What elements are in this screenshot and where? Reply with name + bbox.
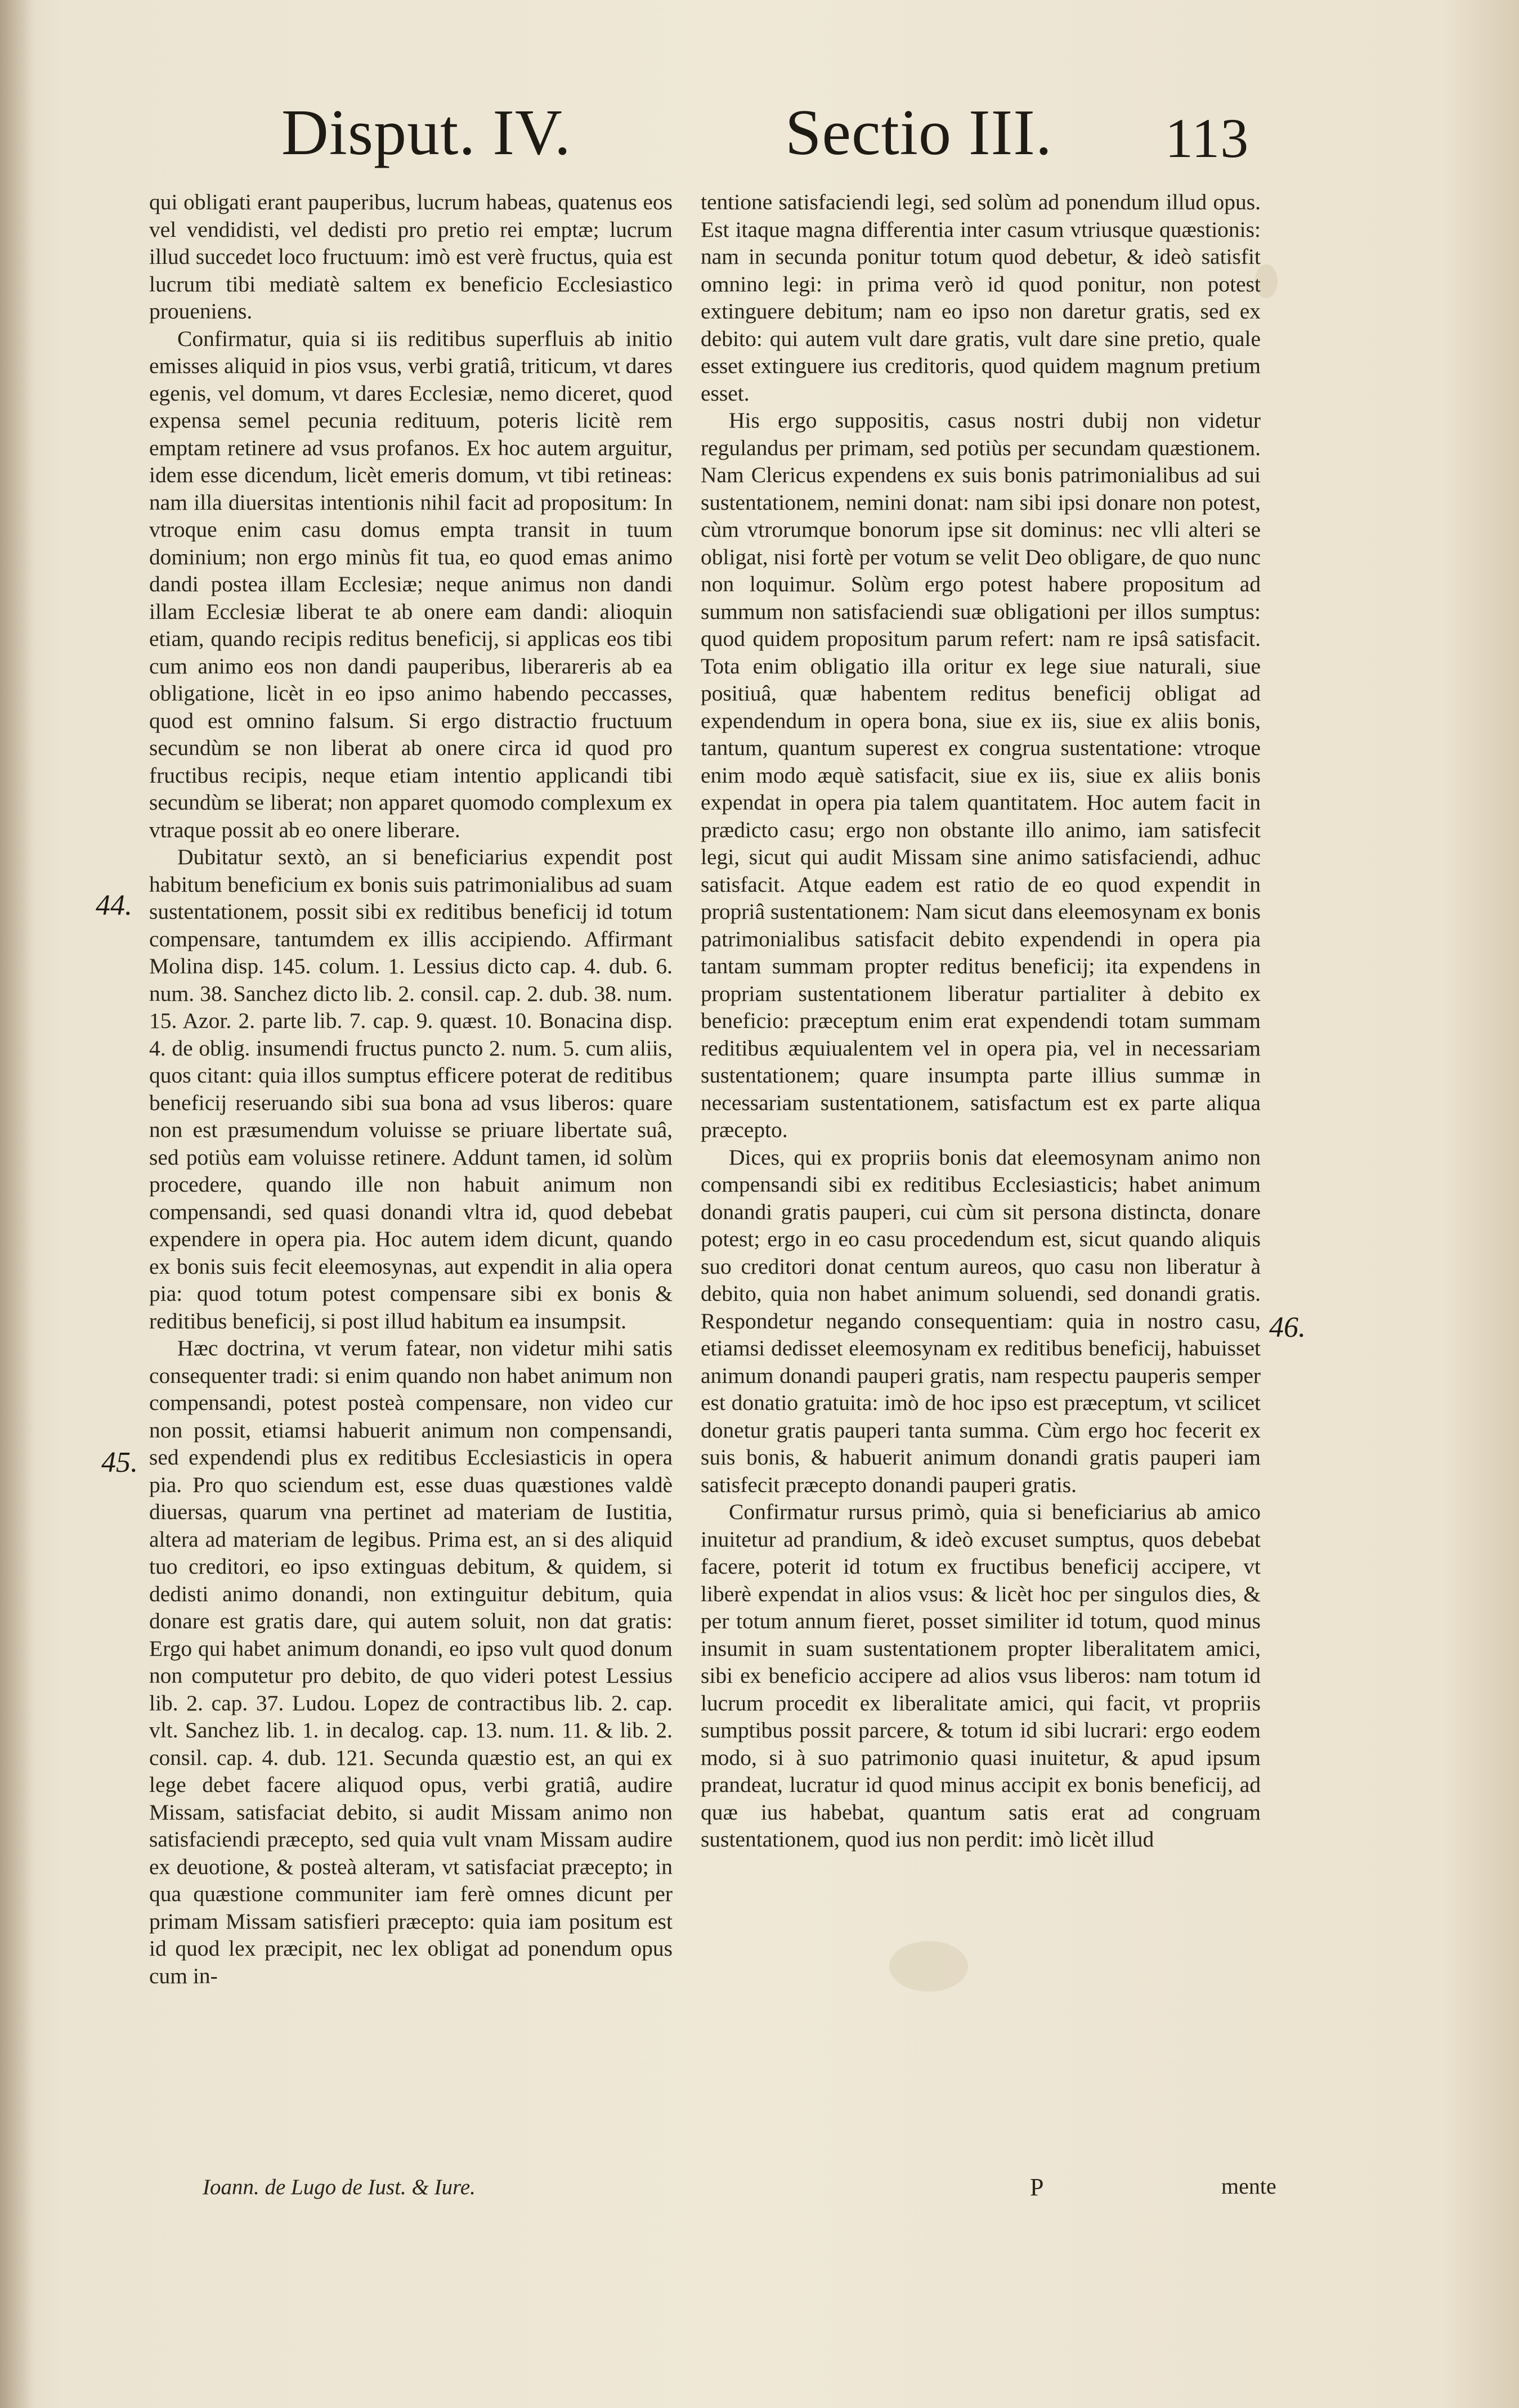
paragraph: Dices, qui ex propriis bonis dat eleemosynam animo non compensandi sibi ex reditibus Ecclesiasticis; habet animum donandi gratis pauperi, cui cùm sit persona distincta, donare potest; ergo in eo casu procedendum est, sicut quando aliquis suo creditori donat centum aureos, quo casu non liberatur à debito, quia non habet animum soluendi, sed donandi gratis. Respondetur negando consequentiam: quia in nostro casu, etiamsi dedisset eleemosynam ex reditibus beneficij, habuisset animum donandi pauperi gratis, nam respectu pauperis semper est donatio gratuita: imò de hoc ipso est præceptum, vt scilicet donetur gratis pauperi tanta summa. Cùm ergo hoc fecerit ex suis bonis, & habuerit animum donandi gratis pauperi iam satisfecit præcepto donandi pauperi gratis. xyxy=(701,1144,1261,1497)
paragraph: qui obligati erant pauperibus, lucrum habeas, quatenus eos vel vendidisti, vel dedisti pro pretio rei emptæ; lucrum illud succedet loco fructuum: imò est verè fructus, quia est lucrum tibi mediatè saltem ex beneficio Ecclesiastico proueniens. xyxy=(149,190,673,324)
left-column xyxy=(149,188,673,1989)
catchword: mente xyxy=(1221,2173,1276,2199)
running-header xyxy=(0,96,1519,191)
author-line: Ioann. de Lugo de Iust. & Iure. xyxy=(203,2175,476,2199)
margin-number-45: 45. xyxy=(101,1446,138,1479)
margin-number-44: 44. xyxy=(96,889,132,922)
header-section: Sectio III. xyxy=(785,97,1052,169)
header-disputation: Disput. IV. xyxy=(281,97,571,169)
paragraph: Confirmatur, quia si iis reditibus superfluis ab initio emisses aliquid in pios vsus, verbi gratiâ, triticum, vt dares egenis, vel domum, vt dares Ecclesiæ, nemo diceret, quod expensa semel pecunia redituum, poteris licitè rem emptam retinere ad vsus profanos. Ex hoc autem arguitur, idem esse dicendum, licèt emeris domum, vt tibi retineas: nam illa diuersitas intentionis nihil facit ad propositum: In vtroque enim casu domus empta transit in tuum dominium; non ergo minùs fit tua, eo quod emas animo dandi postea illam Ecclesiæ; neque animus non dandi illam Ecclesiæ liberat te ab onere eam dandi: alioquin etiam, quando recipis reditus beneficij, si applicas eos tibi cum animo eos non dandi pauperibus, liberareris ab ea obligatione, licèt in eo ipso animo habendo peccasses, quod est omnino falsum. Si ergo distractio fructuum secundùm se non liberat ab onere circa id quod pro fructibus recipis, neque etiam intentio applicandi tibi secundùm se liberat; non apparet quomodo complexum ex vtraque possit ab eo onere liberare. xyxy=(149,326,673,842)
paragraph: Confirmatur rursus primò, quia si beneficiarius ab amico inuitetur ad prandium, & ideò excuset sumptus, quos debebat facere, poterit id totum ex fructibus beneficij accipere, vt liberè expendat in alios vsus: & licèt hoc per singulos dies, & per totum annum fieret, posset similiter id totum, quod minus insumit in suam sustentationem propter liberalitatem amici, sibi ex beneficio accipere ad alios vsus liberos: nam totum id lucrum procedit ex liberalitate amici, qui facit, vt propriis sumptibus possit parcere, & totum id sibi lucrari: ergo eodem modo, si à suo patrimonio quasi inuitetur, & apud ipsum prandeat, lucratur id quod minus accipit ex bonis beneficij, ad quæ ius habebat, quantum satis erat ad congruam sustentationem, quod ius non perdit: imò licèt illud xyxy=(701,1499,1261,1852)
paragraph: Hæc doctrina, vt verum fatear, non videtur mihi satis consequenter tradi: si enim quando non habet animum non compensandi, potest posteà compensare, non video cur non possit, etiamsi habuerit animum non compensandi, sed expendendi plus ex reditibus Ecclesiasticis in opera pia. Pro quo sciendum est, esse duas quæstiones valdè diuersas, quarum vna pertinet ad materiam de Iustitia, altera ad materiam de legibus. Prima est, an si des aliquid tuo creditori, eo ipso extinguas debitum, & quidem, si dedisti animo donandi, non extinguitur debitum, quia donare est gratis dare, qui autem soluit, non dat gratis: Ergo qui habet animum donandi, eo ipso vult quod donum non computetur pro debito, de quo videri potest Lessius lib. 2. cap. 37. Ludou. Lopez de contractibus lib. 2. cap. vlt. Sanchez lib. 1. in decalog. cap. 13. num. 11. & lib. 2. consil. cap. 4. dub. 121. Secunda quæstio est, an qui ex lege debet facere aliquod opus, verbi gratiâ, audire Missam, satisfaciat debito, si audit Missam animo non satisfaciendi præcepto, sed quia vult vnam Missam audire ex deuotione, & posteà alteram, vt satisfaciat præcepto; in qua quæstione communiter iam ferè omnes dicunt per primam Missam satisfieri præcepto: quia iam positum est id quod lex præcipit, nec lex obligat ad ponendum opus cum in- xyxy=(149,1336,673,1988)
paragraph: His ergo suppositis, casus nostri dubij non videtur regulandus per primam, sed potiùs per secundam quæstionem. Nam Clericus expendens ex suis bonis patrimonialibus ad sui sustentationem, nemini donat: nam sibi ipsi donare non potest, cùm vtrorumque bonorum ipse sit dominus: nec vlli alteri se obligat, nisi fortè per votum se velit Deo obligare, de quo nunc non loquimur. Solùm ergo potest habere propositum ad summum non satisfaciendi suæ obligationi per illos sumptus: quod quidem propositum parum refert: nam re ipsâ satisfacit. Tota enim obligatio illa oritur ex lege siue naturali, siue positiuâ, quæ habentem reditus beneficij obligat ad expendendum in opera bona, siue ex iis, siue ex aliis bonis, tantum, quantum superest ex congrua sustentatione: vtroque enim modo æquè satisfacit, siue ex iis, siue ex aliis bonis expendat in opera pia talem quantitatem. Hoc autem facit in prædicto casu; ergo non obstante illo animo, iam satisfecit legi, sicut qui audit Missam sine animo satisfaciendi, adhuc satisfacit. Atque eadem est ratio de eo quod expendit in propriâ sustentationem: Nam sicut dans eleemosynam ex bonis patrimonialibus satisfacit debito expendendi in opera pia tantam summam propter reditus beneficij; ita expendens in propriam sustentationem liberatur partialiter à debito ex beneficio: præceptum enim erat expendendi totam summam reditibus æquiualentem vel in opera pia, vel in necessariam sustentationem; quare insumpta parte illius summæ in necessariam sustentationem, satisfactum est ex parte aliqua præcepto. xyxy=(701,408,1261,1142)
spine-shadow xyxy=(0,0,34,2408)
margin-number-46: 46. xyxy=(1269,1311,1306,1344)
right-column xyxy=(701,188,1261,1853)
paragraph: Dubitatur sextò, an si beneficiarius expendit post habitum beneficium ex bonis suis patrimonialibus ad suam sustentationem, possit sibi ex reditibus beneficij id totum compensare, tantumdem ex illis accipiendo. Affirmant Molina disp. 145. colum. 1. Lessius dicto cap. 4. dub. 6. num. 38. Sanchez dicto lib. 2. consil. cap. 2. dub. 38. num. 15. Azor. 2. parte lib. 7. cap. 9. quæst. 10. Bonacina disp. 4. de oblig. insumendi fructus puncto 2. num. 5. cum aliis, quos citant: quia illos sumptus efficere poterat de reditibus beneficij reseruando sibi sua bona ad vsus liberos: quare non est præsumendum voluisse se priuare libertate suâ, sed potiùs eam voluisse retinere. Addunt tamen, id solùm procedere, quando ille non habuit animum non compensandi, sed quasi donandi vltra id, quod debebat expendere in opera pia. Hoc autem idem dicunt, quando ex bonis suis fecit eleemosynas, aut expendit in alia opera pia: quod totum potest compensare sibi ex bonis & reditibus beneficij, si post illud habitum ea insumpsit. xyxy=(149,844,673,1333)
paper-stain xyxy=(889,1941,968,1992)
signature-mark: P xyxy=(1030,2173,1044,2201)
page-number: 113 xyxy=(1165,107,1249,169)
paragraph: tentione satisfaciendi legi, sed solùm ad ponendum illud opus. Est itaque magna differentia inter casum vtriusque quæstionis: nam in secunda ponitur totum quod debetur, & ideò satisfit omnino legi: in prima verò id quod ponitur, non potest extinguere debitum; nam eo ipso non daretur gratis, sed ex debito: qui autem vult dare gratis, vult dare sine pretio, quale esset extinguere ius creditoris, quod quidem magnum pretium esset. xyxy=(701,190,1261,406)
